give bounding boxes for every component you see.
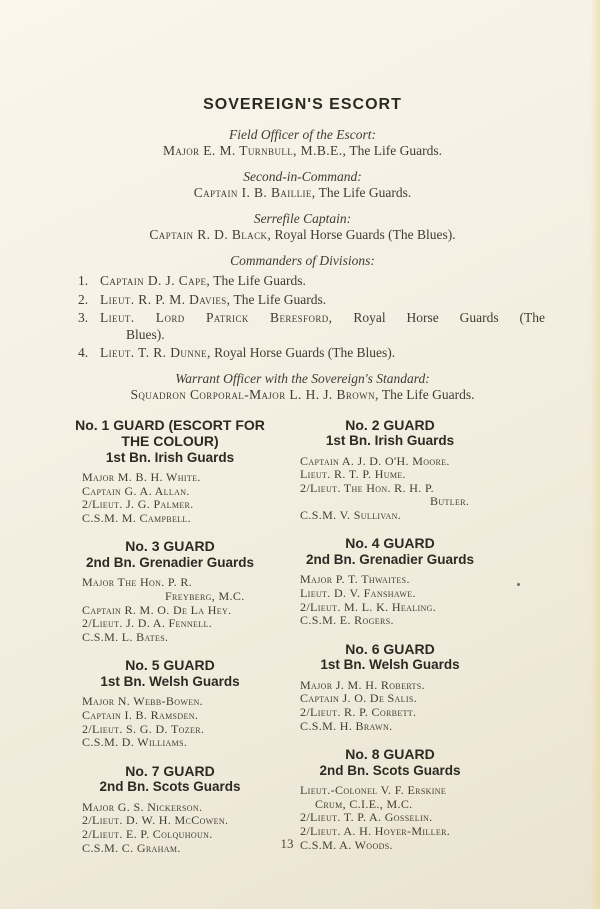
guard-battalion: 2nd Bn. Scots Guards <box>319 762 461 778</box>
officer-line: Lieut. D. V. Fanshawe. <box>300 586 416 601</box>
guards-columns <box>60 417 545 869</box>
regiment-name: The Life Guards. <box>346 143 442 158</box>
officer-line: C.S.M. C. Graham. <box>82 840 181 855</box>
officer-line: 2/Lieut. J. D. A. Fennell. <box>82 616 213 631</box>
ink-speck <box>517 583 520 586</box>
officer-line: 2/Lieut. S. G. D. Tozer. <box>82 721 205 736</box>
guard-title: No. 1 GUARD (ESCORT FOR THE COLOUR) <box>75 416 265 449</box>
officer-line: Captain J. O. De Salis. <box>300 691 418 706</box>
officer-line: 2/Lieut. T. P. A. Gosselin. <box>300 810 433 825</box>
officer-line-continuation: Crum, C.I.E., M.C. <box>315 796 413 811</box>
officer-line: Major The Hon. P. R. <box>82 575 193 590</box>
guard-title: No. 4 GUARD <box>345 535 435 552</box>
commander-name <box>100 345 545 362</box>
regiment-name: The Life Guards. <box>315 185 412 200</box>
officer-line: 2/Lieut. A. H. Hoyer-Miller. <box>300 824 451 838</box>
commanders-of-divisions <box>60 253 545 362</box>
commander-number: 3. <box>78 310 89 325</box>
guard-battalion: 1st Bn. Welsh Guards <box>320 657 460 673</box>
role-heading: Serrefile Captain: <box>253 211 352 226</box>
guard-6-block <box>300 641 480 733</box>
commander-continuation: Blues). <box>126 326 165 342</box>
officer-line: C.S.M. D. Williams. <box>82 735 188 750</box>
regiment-name: The Life Guards. <box>210 273 306 288</box>
guard-3-block <box>82 538 258 644</box>
officer-line: C.S.M. E. Rogers. <box>300 613 394 628</box>
commander-number: 2. <box>78 291 89 307</box>
guard-title: No. 2 GUARD <box>345 416 435 433</box>
role-field-officer <box>60 127 545 159</box>
role-name <box>60 143 545 159</box>
officer-line: 2/Lieut. M. L. K. Healing. <box>300 599 437 614</box>
guard-title: No. 6 GUARD <box>345 640 435 657</box>
regiment-name: Royal Horse Guards (The Blues). <box>210 345 396 360</box>
officer-line: C.S.M. M. Campbell. <box>82 510 192 525</box>
commanders-list <box>78 273 545 362</box>
officer-line: 2/Lieut. E. P. Colquhoun. <box>82 826 213 841</box>
officer-line: Lieut. R. T. P. Hume. <box>300 467 406 482</box>
officer-line: C.S.M. V. Sullivan. <box>300 507 402 522</box>
commander-name <box>100 273 545 290</box>
officer-name: Captain I. B. Baillie, <box>193 185 316 200</box>
guard-battalion: 2nd Bn. Scots Guards <box>99 779 241 795</box>
guard-5-block <box>82 657 258 749</box>
officer-line: Lieut.-Colonel V. F. Erskine <box>300 783 447 798</box>
officer-line: Major G. S. Nickerson. <box>82 799 203 814</box>
guard-title: No. 5 GUARD <box>125 657 215 674</box>
officer-line: C.S.M. H. Brawn. <box>300 718 393 733</box>
warrant-name <box>60 387 545 403</box>
officer-line: Major J. M. H. Roberts. <box>300 677 425 692</box>
role-heading: Field Officer of the Escort: <box>229 127 376 142</box>
commander-item <box>78 273 545 290</box>
officer-name: Lieut. R. P. M. Davies, <box>100 291 231 307</box>
warrant-heading: Warrant Officer with the Sovereign's Standard: <box>175 370 430 386</box>
guard-4-block <box>300 535 480 627</box>
role-name <box>60 185 545 201</box>
role-second-in-command <box>60 169 545 201</box>
commander-item <box>78 292 545 309</box>
officer-line-continuation: Butler. <box>430 494 470 509</box>
page-title: SOVEREIGN'S ESCORT <box>203 96 402 113</box>
officer-line: Captain A. J. D. O'H. Moore. <box>300 453 450 468</box>
guard-battalion: 1st Bn. Welsh Guards <box>100 673 240 689</box>
officer-name: Squadron Corporal-Major L. H. J. Brown, <box>130 386 379 402</box>
role-heading: Second-in-Command: <box>243 169 362 184</box>
guard-2-block <box>300 417 480 523</box>
officer-line: C.S.M. L. Bates. <box>82 629 169 644</box>
officer-line: Captain G. A. Allan. <box>82 483 190 498</box>
officer-line: Major P. T. Thwaites. <box>300 572 410 587</box>
regiment-name: The Life Guards. <box>378 386 475 402</box>
commanders-heading: Commanders of Divisions: <box>230 253 375 268</box>
regiment-name: Royal Horse Guards (The <box>332 310 545 325</box>
officer-name: Lieut. Lord Patrick Beresford, <box>100 310 333 325</box>
role-name <box>60 227 545 243</box>
guard-battalion: 2nd Bn. Grenadier Guards <box>85 554 255 570</box>
commander-name-line <box>100 310 545 327</box>
officer-name: Captain R. D. Black, <box>149 227 272 242</box>
officer-name: Major E. M. Turnbull, M.B.E., <box>163 143 347 158</box>
guard-title: No. 3 GUARD <box>125 538 215 555</box>
guard-title: No. 7 GUARD <box>125 762 215 779</box>
commander-number: 1. <box>78 273 89 288</box>
officer-line: 2/Lieut. R. P. Corbett. <box>300 705 417 720</box>
officer-line: 2/Lieut. D. W. H. McCowen. <box>82 813 229 828</box>
warrant-officer <box>60 371 545 403</box>
commander-name <box>100 310 545 343</box>
officer-line: C.S.M. A. Woods. <box>300 837 393 852</box>
regiment-name: Royal Horse Guards (The Blues). <box>271 227 456 242</box>
officer-line: Captain I. B. Ramsden. <box>82 707 199 722</box>
commander-item <box>78 345 545 362</box>
officer-line: Major M. B. H. White. <box>82 470 201 484</box>
role-serrefile-captain <box>60 211 545 243</box>
officer-line-continuation: Freyberg, M.C. <box>165 588 245 603</box>
guard-battalion: 2nd Bn. Grenadier Guards <box>305 551 475 567</box>
guard-battalion: 1st Bn. Irish Guards <box>105 449 235 465</box>
page-number: 13 <box>280 836 294 851</box>
guard-1-block <box>75 416 265 526</box>
regiment-name: The Life Guards. <box>230 291 327 307</box>
guard-battalion: 1st Bn. Irish Guards <box>325 433 455 448</box>
guards-column-left <box>60 417 298 869</box>
commander-name <box>100 292 545 309</box>
guard-title: No. 8 GUARD <box>345 746 435 763</box>
guards-column-right <box>300 417 547 869</box>
commander-number: 4. <box>78 345 89 360</box>
officer-line: 2/Lieut. The Hon. R. H. P. <box>300 480 434 495</box>
officer-line: Major N. Webb-Bowen. <box>82 694 203 709</box>
officer-line: Captain R. M. O. De La Hey. <box>82 602 232 617</box>
officer-name: Lieut. T. R. Dunne, <box>100 345 211 360</box>
commander-item <box>78 310 545 343</box>
officer-name: Captain D. J. Cape, <box>100 273 211 288</box>
officer-line: 2/Lieut. J. G. Palmer. <box>82 497 194 512</box>
